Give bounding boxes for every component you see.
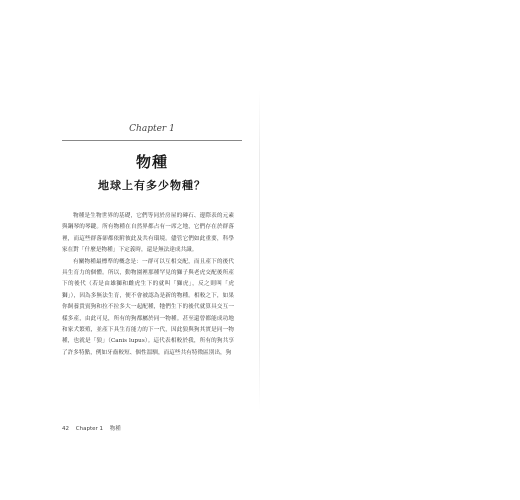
right-page: [260, 0, 520, 500]
paragraph: 有關物種最標準的概念是：一群可以互相交配，而且產下的後代具生育力的個體。所以，動物園裡那種罕見的獅子與老虎交配後所產下的後代（若是由雄獅和雌虎生下的就叫「獅虎」，反之則叫「虎獅」），因為多無法生育，便不會被認為是新的物種。相較之下，如果你飼養貴賓狗和拉不拉多大一起配種，牠們生下的後代就算具交互一樣多產，由此可見，所有的狗都屬於同一物種。甚至還曾都能成功地和家犬繁殖，並產下具生育能力的下一代，因此狼與狗其實是同一物種，也就是「狼」（Canis lupus）。這代表相較於我，所有的狗共享了許多特點，例如牙齒較短、個性溫馴，而這些共有特徵區別出，狗: [62, 258, 234, 356]
page-number: 42: [62, 426, 69, 432]
footer-chapter: Chapter 1: [75, 426, 103, 432]
chapter-rule: [62, 140, 242, 141]
chapter-label: Chapter 1: [129, 124, 175, 134]
chapter-title: 物種: [135, 153, 168, 171]
paragraph: 物種是生物世界的基礎，它們等同於房屋的磚石、邊際表的元素與鋼琴的琴鍵。所有物種在自然界都占有一席之地，它們存在於群落裡，而這些群落卻都依附彼此及共有環境。儘管它們如此重要，科學家在對「什麼是物種」下定義時，還是無法達成共識。: [62, 213, 234, 254]
left-body-text: [62, 211, 234, 359]
chapter-subtitle: 地球上有多少物種？: [98, 179, 206, 192]
footer-title: 物種: [109, 426, 121, 432]
chapter-header: [62, 116, 242, 193]
left-footer: [62, 424, 126, 432]
